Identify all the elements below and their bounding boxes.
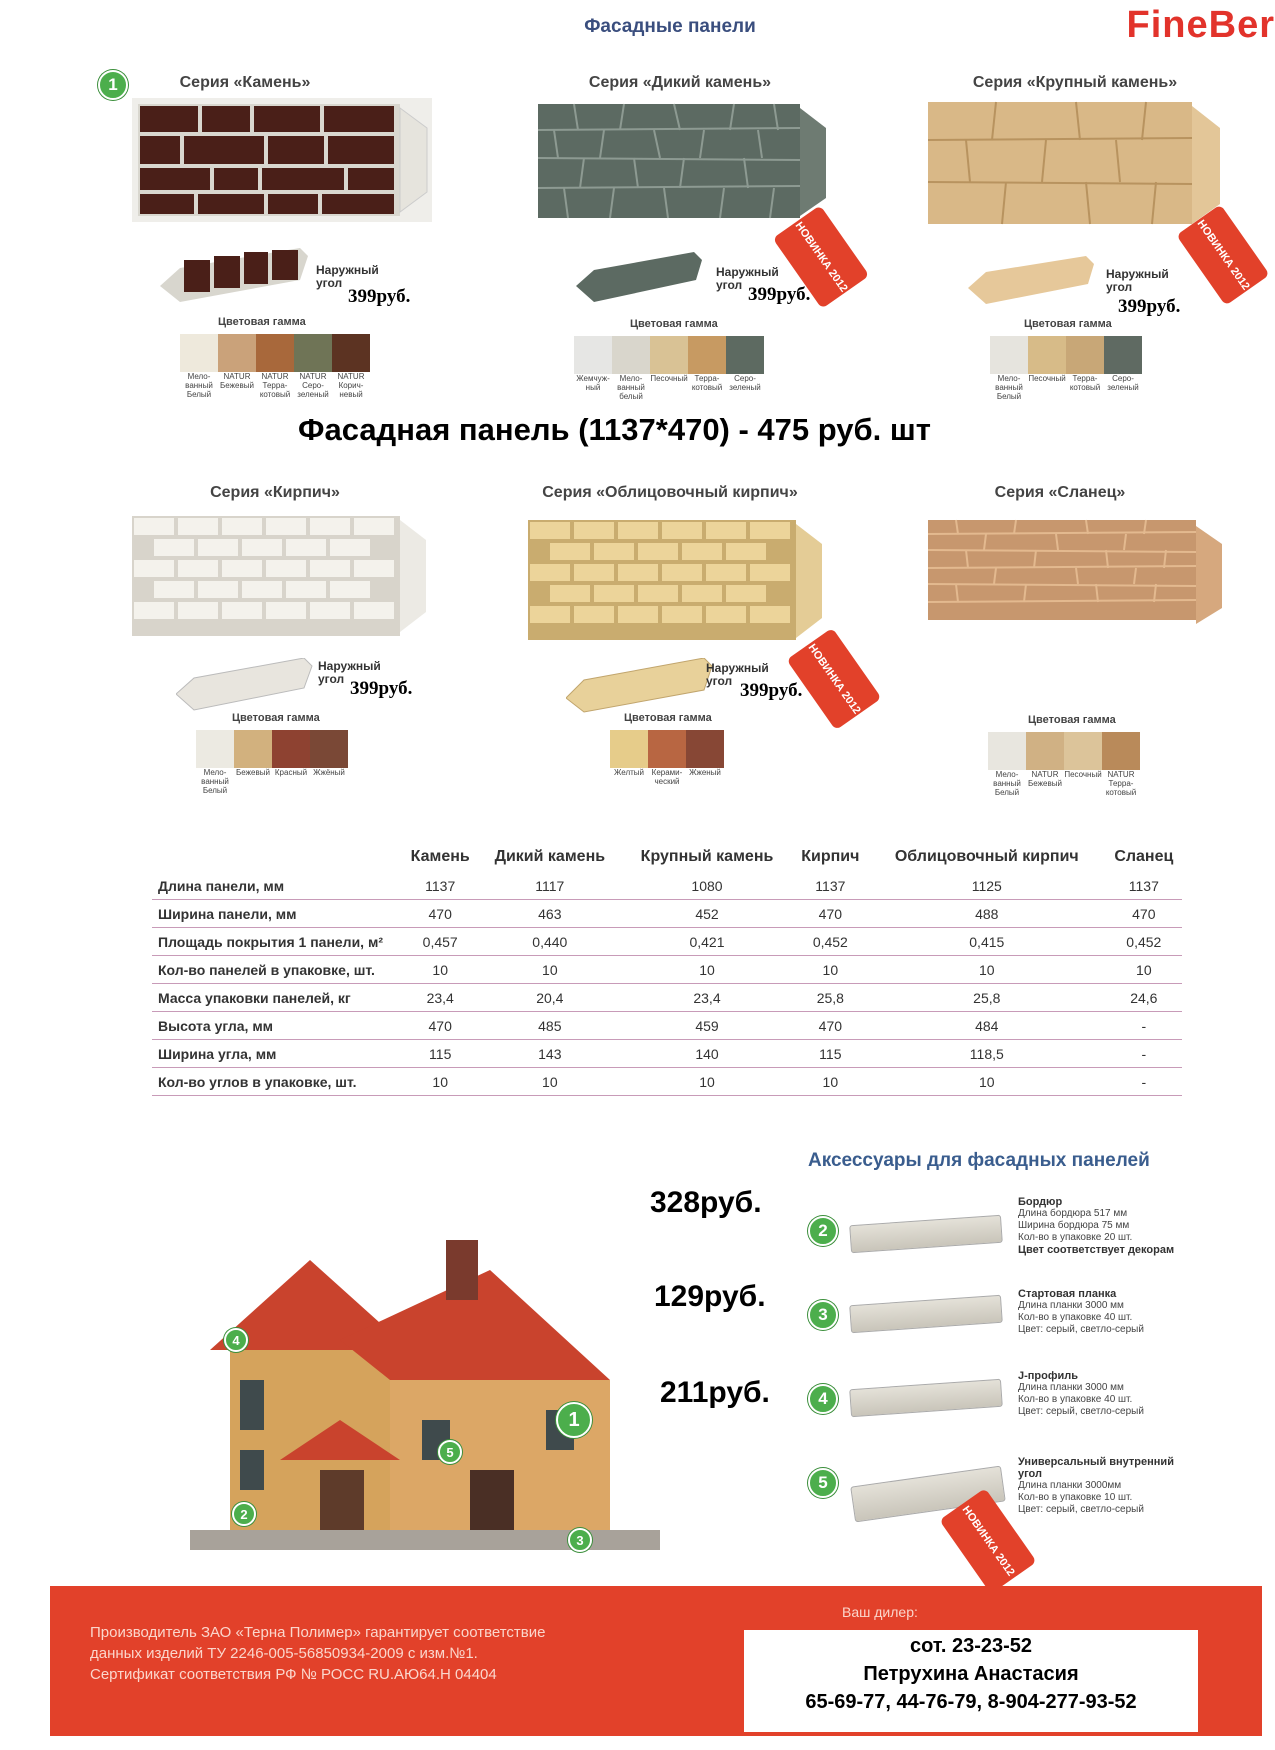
series-number-badge: 1	[98, 70, 128, 100]
table-cell: 1137	[1106, 872, 1182, 900]
swatch-label: Терра-котовый	[1069, 374, 1101, 392]
accessory-spec: Ширина бордюра 75 мм	[1018, 1220, 1130, 1231]
table-cell: 23,4	[621, 984, 792, 1012]
house-marker: 3	[568, 1528, 592, 1552]
brand-logo: FineBer	[1126, 4, 1275, 46]
corner-label: Наружный угол	[716, 265, 779, 292]
table-cell: 10	[868, 1068, 1106, 1096]
table-cell: 10	[478, 956, 621, 984]
table-cell: 1137	[402, 872, 478, 900]
row-label: Ширина угла, мм	[152, 1040, 402, 1068]
series-title-oblitsovochniy-kirpich: Серия «Облицовочный кирпич»	[542, 484, 798, 501]
swatch	[990, 336, 1028, 374]
table-cell: 140	[621, 1040, 792, 1068]
color-range-label: Цветовая гамма	[1028, 714, 1116, 726]
table-cell: -	[1106, 1068, 1182, 1096]
row-label: Длина панели, мм	[152, 872, 402, 900]
corner-label: Наружный угол	[706, 661, 769, 688]
table-header-empty	[152, 848, 402, 872]
panel-dikiy-kamen-image	[534, 100, 834, 224]
starter-strip-image	[849, 1295, 1003, 1334]
series-title-kirpich: Серия «Кирпич»	[210, 484, 340, 501]
swatch	[256, 334, 294, 372]
swatch-label: NATUR Терра-котовый	[259, 372, 291, 399]
corner-price: 399руб.	[740, 680, 803, 701]
accessory-spec: Кол-во в упаковке 10 шт.	[1018, 1492, 1133, 1503]
row-label: Масса упаковки панелей, кг	[152, 984, 402, 1012]
corner-label: Наружный угол	[316, 263, 379, 290]
footer-line: данных изделий ТУ 2246-005-56850934-2009 с изм.№1.	[90, 1645, 478, 1662]
specifications-table	[152, 848, 1182, 1096]
swatches-kamen	[180, 334, 370, 399]
table-header: Облицовочный кирпич	[894, 848, 1079, 865]
swatch	[686, 730, 724, 768]
table-cell: 488	[868, 900, 1106, 928]
row-label: Площадь покрытия 1 панели, м²	[152, 928, 402, 956]
corner-dikiy-kamen-image	[576, 252, 706, 304]
table-cell: 118,5	[868, 1040, 1106, 1068]
table-row	[152, 1040, 1182, 1068]
accessory-info	[1018, 1288, 1258, 1336]
table-cell: 10	[621, 1068, 792, 1096]
swatch	[196, 730, 234, 768]
swatch	[272, 730, 310, 768]
table-cell: 10	[478, 1068, 621, 1096]
border-strip-image	[849, 1215, 1003, 1254]
swatch	[1104, 336, 1142, 374]
table-row	[152, 956, 1182, 984]
table-cell: 20,4	[478, 984, 621, 1012]
swatch-label: NATUR Корич-невый	[337, 372, 365, 399]
accessory-spec: Длина планки 3000 мм	[1018, 1300, 1124, 1311]
swatch-label: Мело-ванный Белый	[993, 770, 1021, 797]
table-cell: 23,4	[402, 984, 478, 1012]
color-range-label: Цветовая гамма	[624, 712, 712, 724]
house-marker: 2	[232, 1502, 256, 1526]
accessory-spec: Длина планки 3000 мм	[1018, 1382, 1124, 1393]
house-marker: 1	[556, 1402, 592, 1438]
table-cell: 1137	[793, 872, 868, 900]
table-row	[152, 900, 1182, 928]
table-cell: 10	[868, 956, 1106, 984]
swatch	[332, 334, 370, 372]
table-cell: 143	[478, 1040, 621, 1068]
panel-krupniy-kamen-image	[926, 100, 1226, 228]
swatch-label: Мело-ванный Белый	[995, 374, 1023, 401]
swatch-label: Мело-ванный Белый	[201, 768, 229, 795]
corner-kirpich-image	[176, 658, 316, 714]
swatch-label: Бежевый	[236, 768, 270, 777]
table-cell: 0,440	[478, 928, 621, 956]
new-2012-tag: НОВИНКА 2012	[939, 1488, 1036, 1594]
swatches-oblitsovochniy-kirpich	[610, 730, 724, 786]
table-cell: 10	[793, 1068, 868, 1096]
table-cell: 470	[793, 900, 868, 928]
footer-line: Сертификат соответствия РФ № РОСС RU.АЮ64.Н 04404	[90, 1666, 497, 1683]
panel-slanets-image	[926, 518, 1226, 642]
swatch	[988, 732, 1026, 770]
table-cell: 459	[621, 1012, 792, 1040]
row-label: Высота угла, мм	[152, 1012, 402, 1040]
page-title: Фасадные панели	[584, 16, 756, 37]
table-cell: 24,6	[1106, 984, 1182, 1012]
accessory-spec: Длина бордюра 517 мм	[1018, 1208, 1128, 1219]
table-cell: 1117	[478, 872, 621, 900]
accessory-number-badge: 3	[808, 1300, 838, 1330]
swatch	[612, 336, 650, 374]
swatch	[1026, 732, 1064, 770]
row-label: Ширина панели, мм	[152, 900, 402, 928]
color-range-label: Цветовая гамма	[630, 318, 718, 330]
corner-oblitsovochniy-kirpich-image	[566, 658, 716, 714]
main-panel-price: Фасадная панель (1137*470) - 475 руб. шт	[298, 412, 931, 447]
swatch-label: Серо-зеленый	[1107, 374, 1139, 392]
table-cell: 0,415	[868, 928, 1106, 956]
table-header: Дикий камень	[494, 848, 606, 865]
corner-label: Наружный угол	[1106, 267, 1169, 294]
swatch-label: NATUR Бежевый	[220, 372, 254, 390]
accessory-name: J-профиль	[1018, 1370, 1079, 1382]
dealer-line: сот. 23-23-52	[909, 1635, 1033, 1657]
table-row	[152, 928, 1182, 956]
table-header: Крупный камень	[640, 848, 774, 865]
swatch-label: Мело-ванный Белый	[185, 372, 213, 399]
swatch-label: Песочный	[1028, 374, 1066, 383]
corner-price: 399руб.	[350, 678, 413, 699]
accessory-number-badge: 5	[808, 1468, 838, 1498]
panel-oblitsovochniy-kirpich-image	[526, 518, 826, 644]
panel-kamen-image	[132, 98, 432, 222]
swatch	[1028, 336, 1066, 374]
accessory-number-badge: 2	[808, 1216, 838, 1246]
table-row	[152, 1068, 1182, 1096]
table-cell: 470	[402, 900, 478, 928]
swatch-label: Жжёный	[313, 768, 345, 777]
color-range-label: Цветовая гамма	[232, 712, 320, 724]
color-range-label: Цветовая гамма	[218, 316, 306, 328]
dealer-label: Ваш дилер:	[842, 1604, 918, 1620]
series-title-krupniy-kamen: Серия «Крупный камень»	[972, 74, 1178, 91]
series-title-slanets: Серия «Сланец»	[994, 484, 1126, 501]
j-profile-image	[849, 1379, 1003, 1418]
swatch-label: Терра-котовый	[691, 374, 723, 392]
table-cell: 25,8	[868, 984, 1106, 1012]
accessory-color-note: Цвет: серый, светло-серый	[1018, 1504, 1144, 1515]
swatch-label: Красный	[274, 768, 308, 777]
house-marker: 5	[438, 1440, 462, 1464]
corner-label: Наружный угол	[318, 659, 381, 686]
swatch	[180, 334, 218, 372]
accessory-price: 328руб.	[650, 1186, 762, 1219]
table-cell: 10	[793, 956, 868, 984]
accessory-color-note: Цвет: серый, светло-серый	[1018, 1406, 1144, 1417]
swatch-label: Мело-ванный белый	[617, 374, 645, 401]
color-range-label: Цветовая гамма	[1024, 318, 1112, 330]
swatch	[648, 730, 686, 768]
dealer-line: 65-69-77, 44-76-79, 8-904-277-93-52	[805, 1691, 1137, 1713]
panel-kirpich-image	[130, 514, 430, 638]
dealer-line: Петрухина Анастасия	[863, 1663, 1079, 1685]
table-cell: 470	[402, 1012, 478, 1040]
accessories-title: Аксессуары для фасадных панелей	[808, 1150, 1150, 1171]
accessory-color-note: Цвет соответствует декорам	[1018, 1244, 1175, 1256]
accessory-price: 211руб.	[660, 1376, 770, 1409]
accessory-name: Бордюр	[1018, 1196, 1063, 1208]
table-cell: 25,8	[793, 984, 868, 1012]
accessory-spec: Кол-во в упаковке 20 шт.	[1018, 1232, 1133, 1243]
swatch-label: Желтый	[613, 768, 645, 777]
table-header-row	[152, 848, 1182, 872]
table-cell: -	[1106, 1012, 1182, 1040]
swatch-label: Серо-зеленый	[729, 374, 761, 392]
table-row	[152, 872, 1182, 900]
table-cell: 0,452	[1106, 928, 1182, 956]
swatch	[574, 336, 612, 374]
table-cell: 10	[402, 1068, 478, 1096]
swatches-slanets	[988, 732, 1140, 797]
swatch	[310, 730, 348, 768]
accessory-info	[1018, 1370, 1258, 1418]
table-row	[152, 984, 1182, 1012]
table-cell: 10	[402, 956, 478, 984]
table-cell: 0,421	[621, 928, 792, 956]
table-cell: 0,452	[793, 928, 868, 956]
swatch-label: Жженый	[689, 768, 721, 777]
series-title-kamen: Серия «Камень»	[179, 74, 311, 91]
table-cell: 1080	[621, 872, 792, 900]
house-marker: 4	[224, 1328, 248, 1352]
swatch-label: NATUR Серо-зеленый	[297, 372, 329, 399]
row-label: Кол-во панелей в упаковке, шт.	[152, 956, 402, 984]
table-header: Сланец	[1114, 848, 1174, 865]
swatch	[610, 730, 648, 768]
accessory-spec: Кол-во в упаковке 40 шт.	[1018, 1394, 1133, 1405]
accessory-number-badge: 4	[808, 1384, 838, 1414]
footer-certificate-text	[90, 1622, 545, 1685]
corner-krupniy-kamen-image	[968, 256, 1098, 306]
footer-line: Производитель ЗАО «Терна Полимер» гарантирует соответствие	[90, 1624, 546, 1641]
house-illustration	[190, 1230, 660, 1550]
swatch	[234, 730, 272, 768]
swatch-label: Песочный	[1064, 770, 1102, 779]
table-cell: 452	[621, 900, 792, 928]
swatches-kirpich	[196, 730, 348, 795]
corner-kamen-image	[160, 246, 310, 304]
table-cell: 485	[478, 1012, 621, 1040]
accessory-info	[1018, 1196, 1258, 1256]
accessory-name: Универсальный внутренний угол	[1018, 1456, 1174, 1480]
new-2012-tag: НОВИНКА 2012	[773, 205, 870, 309]
table-cell: 10	[1106, 956, 1182, 984]
swatch	[1102, 732, 1140, 770]
table-cell: 115	[402, 1040, 478, 1068]
swatch	[1066, 336, 1104, 374]
swatch	[294, 334, 332, 372]
series-title-dikiy-kamen: Серия «Дикий камень»	[588, 74, 772, 91]
dealer-contact-box	[744, 1630, 1198, 1732]
swatch-label: NATUR Бежевый	[1028, 770, 1062, 788]
table-cell: -	[1106, 1040, 1182, 1068]
accessory-name: Стартовая планка	[1018, 1288, 1117, 1300]
accessory-price: 129руб.	[654, 1280, 766, 1313]
table-row	[152, 1012, 1182, 1040]
table-cell: 470	[1106, 900, 1182, 928]
row-label: Кол-во углов в упаковке, шт.	[152, 1068, 402, 1096]
table-cell: 484	[868, 1012, 1106, 1040]
accessory-spec: Кол-во в упаковке 40 шт.	[1018, 1312, 1133, 1323]
swatches-dikiy-kamen	[574, 336, 764, 401]
table-cell: 10	[621, 956, 792, 984]
accessory-color-note: Цвет: серый, светло-серый	[1018, 1324, 1144, 1335]
table-cell: 1125	[868, 872, 1106, 900]
corner-price: 399руб.	[1118, 296, 1181, 317]
swatch	[650, 336, 688, 374]
swatch	[688, 336, 726, 374]
table-cell: 115	[793, 1040, 868, 1068]
swatch	[1064, 732, 1102, 770]
swatch-label: Жемчуж-ный	[576, 374, 610, 392]
swatch-label: Керами-ческий	[651, 768, 683, 786]
corner-price: 399руб.	[748, 284, 811, 305]
table-header: Кирпич	[801, 848, 860, 865]
swatch-label: NATUR Терра-котовый	[1105, 770, 1137, 797]
new-2012-tag: НОВИНКА 2012	[786, 628, 881, 731]
swatch	[726, 336, 764, 374]
table-header: Камень	[410, 848, 470, 865]
accessory-spec: Длина планки 3000мм	[1018, 1480, 1122, 1491]
table-cell: 463	[478, 900, 621, 928]
accessory-info	[1018, 1456, 1198, 1516]
corner-price: 399руб.	[348, 286, 411, 307]
swatches-krupniy-kamen	[990, 336, 1142, 401]
new-2012-tag: НОВИНКА 2012	[1176, 204, 1270, 305]
table-cell: 0,457	[402, 928, 478, 956]
swatch-label: Песочный	[650, 374, 688, 383]
table-cell: 470	[793, 1012, 868, 1040]
swatch	[218, 334, 256, 372]
